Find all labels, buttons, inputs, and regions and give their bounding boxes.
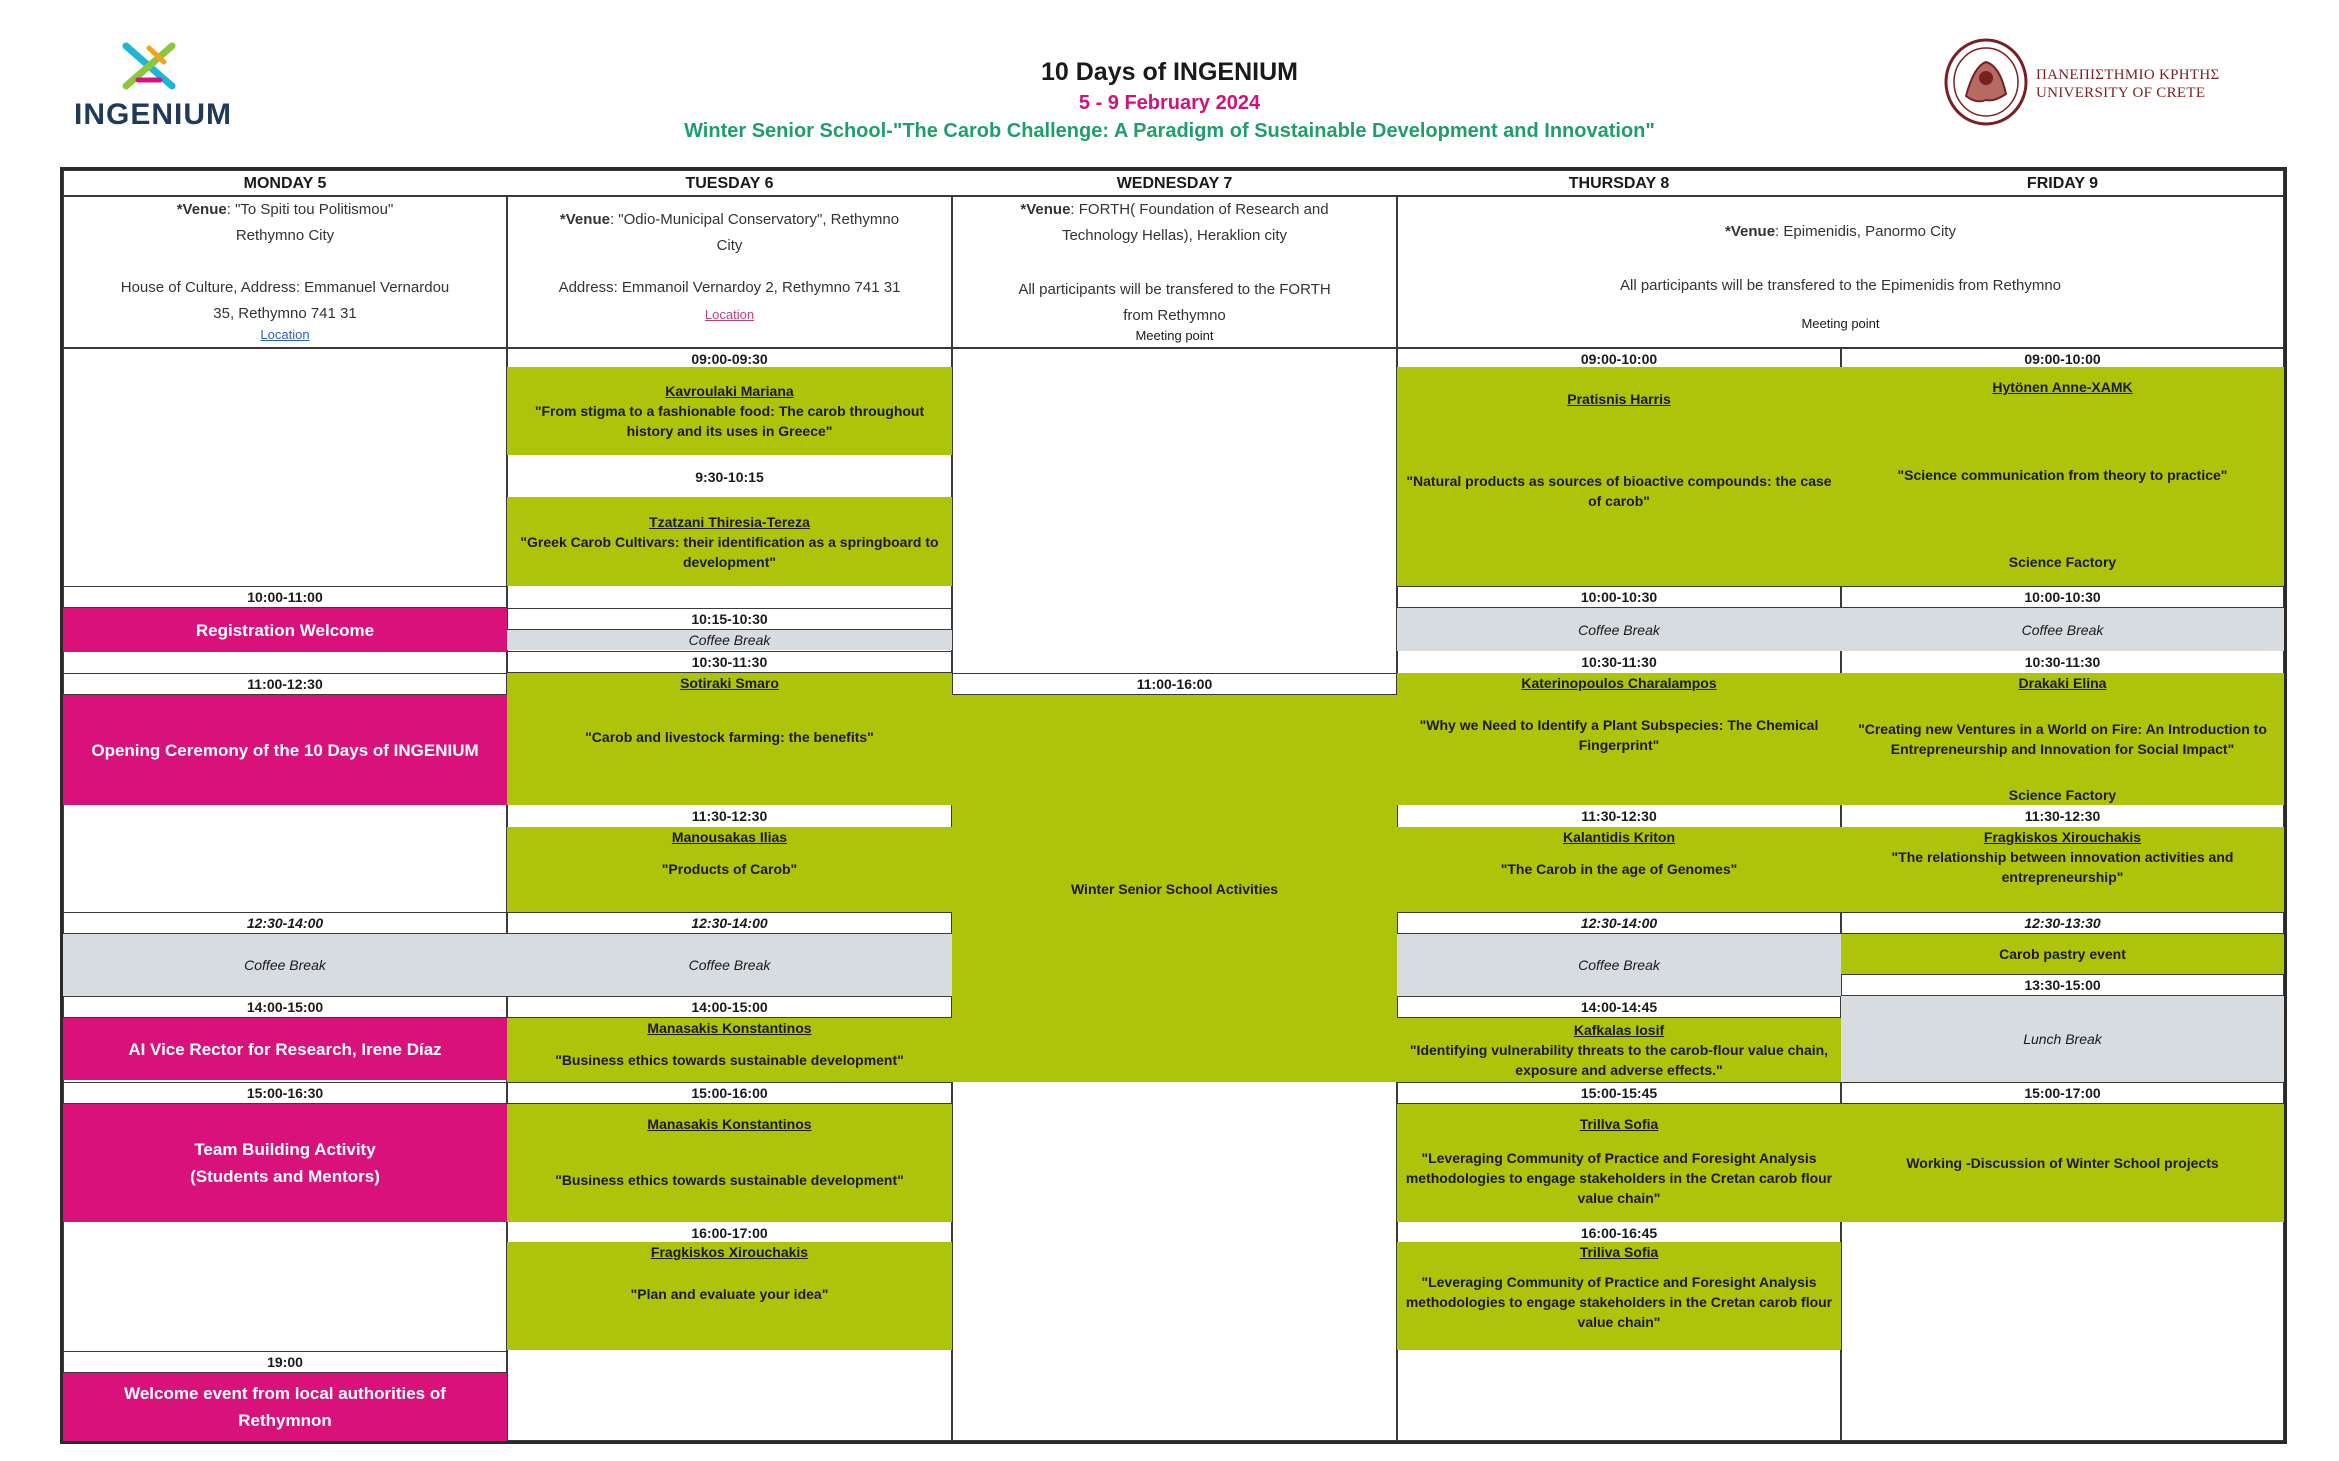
talk-title: "Plan and evaluate your idea": [630, 1286, 829, 1302]
day-header-tuesday: TUESDAY 6: [685, 175, 774, 192]
time-label: 09:00-09:30: [691, 351, 768, 367]
location-link-monday[interactable]: Location: [260, 327, 310, 342]
location-link-tuesday[interactable]: Location: [704, 307, 755, 322]
event-coffee-break: [1397, 608, 1841, 651]
speaker-name: Kalantidis Kriton: [1562, 829, 1675, 845]
venue-city: City: [716, 237, 743, 254]
event-title-line2: Rethymnon: [238, 1411, 332, 1430]
time-label: 12:30-14:00: [246, 915, 324, 931]
time-label: 09:00-10:00: [2024, 351, 2101, 367]
venue-address-line1: House of Culture, Address: Emmanuel Vernardou: [120, 279, 450, 296]
talk-title: "Identifying vulnerability threats to the carob-flour value chain, exposure and adverse effects.": [1409, 1042, 1829, 1078]
time-label: 10:00-10:30: [1580, 589, 1658, 605]
event-title: Working -Discussion of Winter School projects: [1906, 1155, 2219, 1171]
talk-location: Science Factory: [2008, 554, 2117, 570]
day-header-wednesday: WEDNESDAY 7: [1116, 175, 1233, 192]
talk-thursday-3: [1397, 673, 1841, 805]
event-registration-welcome: [63, 608, 507, 652]
time-label: 10:15-10:30: [691, 611, 768, 627]
page-title: 10 Days of INGENIUM: [1040, 58, 1298, 86]
time-label: 11:30-12:30: [1581, 808, 1657, 824]
day-header-thursday: THURSDAY 8: [1568, 175, 1670, 192]
event-carob-pastry: [1841, 934, 2284, 974]
event-title: Coffee Break: [688, 632, 771, 648]
time-label: 9:30-10:15: [695, 469, 764, 485]
event-title-line2: (Students and Mentors): [190, 1167, 380, 1186]
uoc-name-english: UNIVERSITY OF CRETE: [2036, 85, 2206, 101]
speaker-name: Triliva Sofia: [1579, 1244, 1659, 1260]
uoc-name-greek: ΠΑΝΕΠΙΣΤΗΜΙΟ ΚΡΗΤΗΣ: [2036, 67, 2220, 83]
event-lunch-break: [1841, 996, 2284, 1082]
event-title: Opening Ceremony of the 10 Days of INGENIUM: [91, 740, 479, 760]
event-title: Welcome event from local authorities of: [124, 1384, 446, 1403]
transfer-note-line1: All participants will be transfered to the FORTH: [1018, 281, 1331, 298]
venue-address-line2: 35, Rethymno 741 31: [213, 305, 357, 322]
talk-title: "The relationship between innovation activities and entrepreneurship": [1891, 849, 2234, 885]
talk-tuesday-5: [507, 827, 952, 912]
column-monday: [63, 348, 507, 1441]
event-title: Lunch Break: [2023, 1031, 2102, 1047]
event-title: Carob pastry event: [1999, 946, 2126, 962]
venue-name: : FORTH( Foundation of Research and: [1070, 201, 1329, 218]
time-label: 11:00-16:00: [1136, 676, 1213, 692]
time-label: 11:30-12:30: [691, 808, 768, 824]
transfer-note-line2: from Rethymno: [1123, 307, 1226, 324]
talk-title: "Greek Carob Cultivars: their identification as a springboard to development": [520, 533, 939, 570]
time-label: 16:00-16:45: [1580, 1225, 1658, 1241]
time-label: 11:00-12:30: [247, 676, 323, 692]
speaker-name: Trillva Sofia: [1579, 1116, 1659, 1132]
time-label: 10:30-11:30: [2024, 654, 2101, 670]
time-label: 09:00-10:00: [1580, 351, 1658, 367]
event-title: Coffee Break: [2021, 621, 2104, 638]
talk-thursday-6: [1397, 1018, 1841, 1082]
event-opening-ceremony: [63, 695, 507, 805]
talk-title: "Leveraging Community of Practice and Foresight Analysis methodologies to engage stakeholders in the Cretan carob flour value chain": [1405, 1274, 1833, 1330]
time-label: 12:30-14:00: [691, 915, 768, 931]
event-title: Coffee Break: [1578, 957, 1660, 973]
speaker-name: Drakaki Elina: [2018, 675, 2107, 691]
event-title: Registration Welcome: [195, 620, 375, 640]
talk-title: "Products of Carob": [661, 861, 798, 877]
talk-title: "Business ethics towards sustainable development": [555, 1052, 904, 1068]
talk-thursday-7: [1397, 1104, 1841, 1222]
speaker-name: Kavroulaki Mariana: [665, 383, 794, 399]
talk-tuesday-7: [507, 1018, 952, 1082]
venue-address: Address: Emmanoil Vernardoy 2, Rethymno 741 31: [558, 279, 901, 296]
venue-name: : "Odio-Municipal Conservatory", Rethymno: [609, 211, 900, 228]
day-header-friday: FRIDAY 9: [2026, 175, 2099, 192]
time-label: 12:30-14:00: [1580, 915, 1658, 931]
talk-title: "Carob and livestock farming: the benefits": [585, 729, 874, 745]
talk-title: "Science communication from theory to practice": [1897, 466, 2228, 483]
talk-location: Science Factory: [2008, 787, 2117, 803]
event-title: Team Building Activity: [194, 1140, 376, 1159]
talk-friday-3: [1841, 673, 2284, 805]
event-title: Winter Senior School Activities: [1070, 880, 1279, 897]
venue-city: Rethymno City: [235, 227, 335, 244]
event-winter-school-activities: [952, 695, 1397, 1082]
event-title: Coffee Break: [688, 957, 771, 973]
time-label: 16:00-17:00: [691, 1225, 768, 1241]
time-label: 15:00-17:00: [2024, 1085, 2101, 1101]
event-title: Coffee Break: [1578, 621, 1660, 638]
event-working-discussion: [1841, 1104, 2284, 1222]
talk-tuesday-8: [507, 1104, 952, 1222]
time-label: 12:30-13:30: [2024, 915, 2101, 931]
time-label: 15:00-16:00: [691, 1085, 768, 1101]
talk-title: "The Carob in the age of Genomes": [1500, 861, 1738, 877]
ingenium-wordmark: INGENIUM: [74, 98, 232, 131]
time-label: 13:30-15:00: [2024, 977, 2101, 993]
speaker-name: Manasakis Konstantinos: [647, 1020, 812, 1036]
venue-name: : Epimenidis, Panormo City: [1775, 223, 1956, 240]
transfer-note: All participants will be transfered to the Epimenidis from Rethymno: [1619, 277, 2062, 294]
speaker-name: Sotiraki Smaro: [680, 675, 779, 691]
event-coffee-break: [1397, 934, 1841, 996]
talk-friday-4: [1841, 827, 2284, 912]
speaker-name: Hytönen Anne-XAMK: [1992, 379, 2133, 395]
venue-label: *Venue: [1020, 201, 1071, 218]
time-label: 15:00-16:30: [246, 1085, 324, 1101]
venue-label: *Venue: [1725, 223, 1776, 240]
talk-thursday-1: [1397, 367, 1841, 586]
speaker-name: Kafkalas Iosif: [1573, 1022, 1665, 1038]
talk-tuesday-4: [507, 673, 952, 805]
event-title: AI Vice Rector for Research, Irene Díaz: [128, 1039, 442, 1059]
venue-name: : "To Spiti tou Politismou": [226, 201, 394, 218]
speaker-name: Fragkiskos Xirouchakis: [1983, 829, 2142, 845]
talk-tuesday-9: [507, 1242, 952, 1350]
time-label: 19:00: [267, 1354, 303, 1370]
time-label: 10:30-11:30: [691, 654, 768, 670]
talk-title: "Creating new Ventures in a World on Fire: An Introduction to Entrepreneurship and Innovation for Social Impact": [1858, 721, 2267, 757]
time-label: 10:00-10:30: [2024, 589, 2101, 605]
time-label: 14:00-15:00: [246, 999, 324, 1015]
event-team-building: [63, 1104, 507, 1222]
venue-monday: [63, 196, 507, 348]
event-dates: 5 - 9 February 2024: [1078, 92, 1261, 114]
time-label: 10:00-11:00: [247, 589, 323, 605]
talk-tuesday-1: [507, 367, 952, 455]
time-label: 14:00-15:00: [691, 999, 768, 1015]
speaker-name: Tzatzani Thiresia-Tereza: [649, 513, 810, 530]
speaker-name: Manousakas Ilias: [671, 829, 788, 845]
talk-friday-1: [1841, 367, 2284, 586]
talk-title: "Leveraging Community of Practice and Foresight Analysis methodologies to engage stakeholders in the Cretan carob flour value chain": [1405, 1150, 1833, 1206]
event-title: Coffee Break: [244, 957, 326, 973]
meeting-point-thursday-friday: Meeting point: [1801, 316, 1880, 331]
day-header-monday: MONDAY 5: [243, 175, 327, 192]
talk-thursday-8: [1397, 1242, 1841, 1350]
talk-thursday-4: [1397, 827, 1841, 912]
event-coffee-break: [507, 630, 952, 650]
venue-label: *Venue: [176, 201, 227, 218]
time-label: 10:30-11:30: [1581, 654, 1657, 670]
event-welcome-local-authorities: [63, 1373, 507, 1441]
time-label: 14:00-14:45: [1580, 999, 1658, 1015]
talk-title: "Business ethics towards sustainable development": [555, 1172, 904, 1188]
time-label: 15:00-15:45: [1580, 1085, 1658, 1101]
event-coffee-break: [63, 934, 507, 996]
venue-wednesday: [952, 196, 1397, 348]
talk-title: "Natural products as sources of bioactive compounds: the case of carob": [1406, 473, 1832, 509]
event-coffee-break: [1841, 608, 2284, 651]
talk-tuesday-2: [507, 497, 952, 586]
venue-label: *Venue: [559, 211, 610, 228]
time-label: 11:30-12:30: [2024, 808, 2101, 824]
meeting-point-wednesday: Meeting point: [1135, 328, 1214, 343]
speaker-name: Manasakis Konstantinos: [647, 1116, 812, 1132]
venue-tuesday: [507, 196, 952, 348]
speaker-name: Katerinopoulos Charalampos: [1521, 675, 1717, 691]
talk-title: "From stigma to a fashionable food: The carob throughout history and its uses in Greece": [534, 403, 925, 439]
speaker-name: Fragkiskos Xirouchakis: [650, 1244, 809, 1260]
venue-name-line2: Technology Hellas), Heraklion city: [1061, 227, 1288, 244]
venue-thursday-friday: [1397, 196, 2284, 348]
event-vice-rector: [63, 1018, 507, 1080]
speaker-name: Pratisnis Harris: [1567, 391, 1671, 407]
event-coffee-break: [507, 934, 952, 996]
talk-title: "Why we Need to Identify a Plant Subspecies: The Chemical Fingerprint": [1419, 717, 1819, 753]
event-subtitle: Winter Senior School-"The Carob Challenge: A Paradigm of Sustainable Development and Innovation": [684, 120, 1655, 142]
